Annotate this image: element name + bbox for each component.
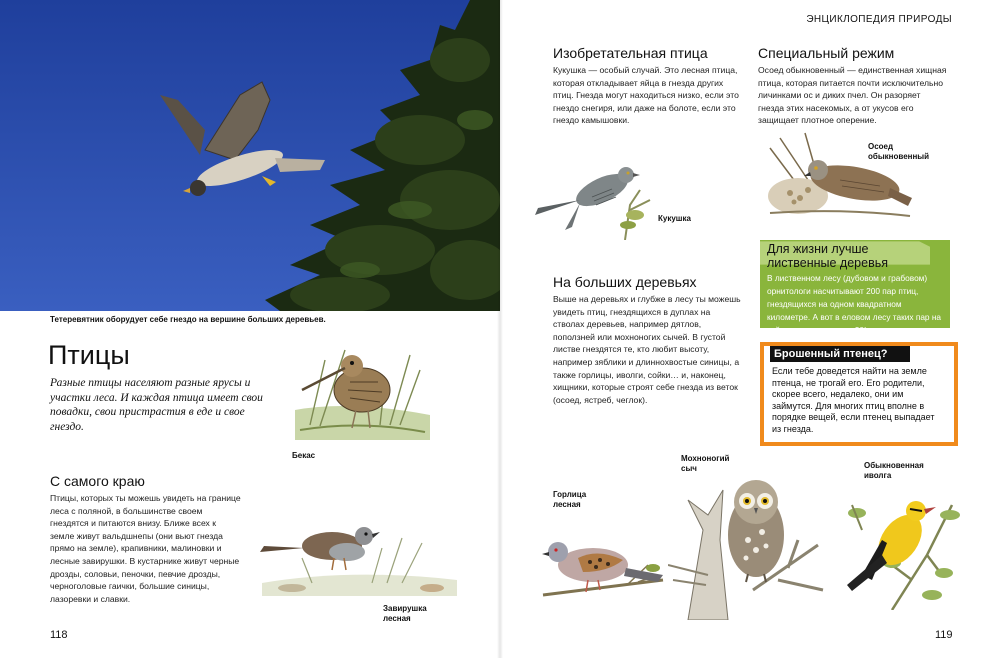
- oriole-label: [864, 461, 924, 481]
- owl-illustration: [668, 470, 828, 620]
- heading-special-mode: Специальный режим: [758, 45, 895, 61]
- honey-buzzard-label-line1: Осоед: [868, 142, 894, 151]
- abandoned-chick-text: Если тебе доведется найти на земле птенца, не трогай его. Его родители, скорее всего, недалеко, они им займутся. Для многих птиц вполне в порядке вещей, если птенец выпадает из гнезда.: [772, 366, 935, 434]
- text-inventive-bird: Кукушка — особый случай. Это лесная птица, которая откладывает яйца в гнезда других птиц. Гнезда могут находиться низко, если это гнездо снегиря, или даже на болоте, если это гнездо камышовки.: [553, 65, 739, 126]
- turtle-dove-label-line2: лесная: [553, 500, 581, 509]
- turtle-dove-label: [553, 490, 586, 510]
- page-number-right: 119: [935, 629, 953, 641]
- snipe-illustration: [290, 330, 440, 450]
- cuckoo-illustration: [530, 155, 660, 240]
- oriole-label-line2: иволга: [864, 471, 892, 480]
- dunnock-label-line1: Завирушка: [383, 604, 427, 613]
- text-special-mode: Осоед обыкновенный — единственная хищная птица, которая питается почти исключительно личинками ос и диких пчел. Он разоряет гнезда этих насекомых, а от укусов его защищает плотное оперение.: [758, 65, 947, 126]
- encyclopedia-header: ЭНЦИКЛОПЕДИЯ ПРИРОДЫ: [806, 14, 952, 25]
- heading-inventive-bird: Изобретательная птица: [553, 45, 708, 61]
- dunnock-label: [383, 604, 427, 624]
- photo-caption: Тетеревятник оборудует себе гнездо на вершине больших деревьев.: [50, 315, 326, 324]
- goshawk-photo: [0, 0, 500, 311]
- deciduous-box-heading-line2: лиственные деревья: [767, 256, 888, 270]
- dunnock-label-line2: лесная: [383, 614, 411, 623]
- oriole-label-line1: Обыкновенная: [864, 461, 924, 470]
- heading-big-trees: На больших деревьях: [553, 274, 697, 290]
- section-heading-edge: С самого краю: [50, 473, 145, 489]
- deciduous-box-heading: [767, 242, 888, 270]
- deciduous-box-heading-line1: Для жизни лучше: [767, 242, 869, 256]
- deciduous-box-text: В лиственном лесу (дубовом и грабовом) орнитологи насчитывают 200 пар птиц, гнездящихся на одном квадратном километре. А вот в еловом лесу таких пар на той же площади лишь 20!: [767, 273, 942, 335]
- section-text-edge: Птицы, которых ты можешь увидеть на границе леса с поляной, в большинстве своем гнездятся и питаются внизу. Ближе всех к земле живут вальдшнепы (они вьют гнезда прямо на земле), крапивники, малиновки и лесные завирушки. В кустарнике живут черные дрозды, соловьи, пеночки, певчие дрозды, черноголовые гаички, большие синицы, лазоревки и славки.: [50, 493, 241, 604]
- owl-label-line1: Мохноногий: [681, 454, 730, 463]
- snipe-label: Бекас: [292, 451, 316, 460]
- honey-buzzard-label-line2: обыкновенный: [868, 152, 930, 161]
- dunnock-illustration: [252, 488, 462, 598]
- owl-label-line2: сыч: [681, 464, 697, 473]
- turtle-dove-illustration: [538, 520, 668, 610]
- abandoned-chick-heading: Брошенный птенец?: [774, 348, 888, 360]
- turtle-dove-label-line1: Горлица: [553, 490, 587, 499]
- cuckoo-label: Кукушка: [658, 214, 691, 223]
- honey-buzzard-label: [868, 142, 929, 162]
- oriole-illustration: [832, 485, 962, 610]
- book-gutter: [497, 0, 503, 658]
- page-title: Птицы: [48, 340, 130, 370]
- text-big-trees: Выше на деревьях и глубже в лесу ты можешь увидеть птиц, гнездящихся в дуплах на стволах деревьев, например дятлов, поползней или мохноногих сычей. В густой листве гнездятся те, кто любит высоту, например зяблики и длиннохвостые синицы, а также горлицы, иволги, сойки… и, наконец, хищники, которые строят себе гнезда из веток (осоед, ястреб, чеглок).: [553, 294, 741, 405]
- intro-text: Разные птицы населяют разные ярусы и участки леса. И каждая птица имеет свои повадки, свои пристрастия в еде и свое гнездо.: [50, 377, 263, 433]
- page-number-left: 118: [50, 629, 68, 641]
